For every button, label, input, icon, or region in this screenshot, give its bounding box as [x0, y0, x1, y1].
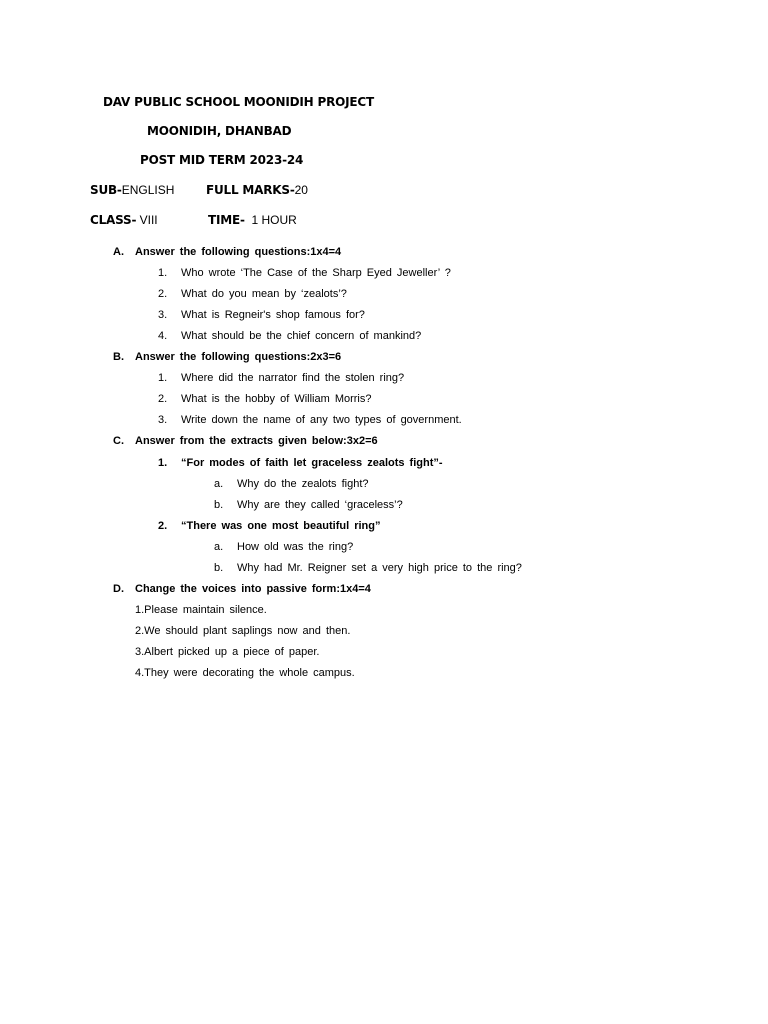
- section-c-heading: [113, 435, 378, 447]
- extract-1: [158, 457, 443, 469]
- school-location: MOONIDIH, DHANBAD: [147, 124, 292, 138]
- extract-2-question-b: [214, 562, 522, 574]
- class-row: [90, 213, 158, 227]
- subject-row: [90, 183, 174, 197]
- question-b1: [158, 372, 404, 384]
- sub-question-letter: b.: [214, 562, 224, 574]
- question-number: 3.: [158, 309, 168, 321]
- section-d-title: Change the voices into passive form:1x4=4: [135, 583, 371, 595]
- sentence-1: 1.Please maintain silence.: [135, 604, 267, 616]
- sub-question-text: How old was the ring?: [237, 541, 354, 553]
- sub-question-text: Why do the zealots fight?: [237, 478, 369, 490]
- question-a2: [158, 288, 347, 300]
- subject-label: SUB-: [90, 183, 122, 197]
- sub-question-letter: a.: [214, 478, 224, 490]
- sentence-2: 2.We should plant saplings now and then.: [135, 625, 351, 637]
- question-text: What do you mean by ‘zealots’?: [181, 288, 347, 300]
- subject-value: ENGLISH: [121, 183, 175, 197]
- question-number: 3.: [158, 414, 168, 426]
- question-text: What is Regneir's shop famous for?: [181, 309, 365, 321]
- class-value: VIII: [139, 213, 158, 227]
- question-number: 4.: [158, 330, 168, 342]
- sub-question-letter: a.: [214, 541, 224, 553]
- question-number: 2.: [158, 288, 168, 300]
- section-b-marker: B.: [113, 351, 124, 363]
- question-a1: [158, 267, 451, 279]
- school-name: DAV PUBLIC SCHOOL MOONIDIH PROJECT: [103, 95, 374, 109]
- question-number: 1.: [158, 372, 168, 384]
- question-number: 2.: [158, 393, 168, 405]
- sub-question-text: Why had Mr. Reigner set a very high price to the ring?: [237, 562, 522, 574]
- extract-1-question-a: [214, 478, 369, 490]
- section-a-title: Answer the following questions:1x4=4: [135, 246, 342, 258]
- section-d-marker: D.: [113, 583, 124, 595]
- extract-2: [158, 520, 380, 532]
- question-text: What should be the chief concern of mankind?: [181, 330, 422, 342]
- section-b-heading: [113, 351, 341, 363]
- full-marks-label: FULL MARKS-: [206, 183, 295, 197]
- exam-title: POST MID TERM 2023-24: [140, 153, 304, 167]
- extract-number: 1.: [158, 457, 168, 469]
- question-text: Write down the name of any two types of government.: [181, 414, 462, 426]
- section-c-marker: C.: [113, 435, 124, 447]
- section-c-title: Answer from the extracts given below:3x2=6: [135, 435, 378, 447]
- question-b3: [158, 414, 462, 426]
- sentence-3: 3.Albert picked up a piece of paper.: [135, 646, 320, 658]
- question-text: Where did the narrator find the stolen ring?: [181, 372, 405, 384]
- question-a3: [158, 309, 365, 321]
- time-row: [208, 213, 297, 227]
- sub-question-letter: b.: [214, 499, 224, 511]
- full-marks-row: [206, 183, 308, 197]
- extract-text: “For modes of faith let graceless zealots fight”-: [181, 457, 443, 469]
- full-marks-value: 20: [294, 183, 308, 197]
- question-b2: [158, 393, 372, 405]
- extract-number: 2.: [158, 520, 168, 532]
- question-number: 1.: [158, 267, 168, 279]
- class-label: CLASS-: [90, 213, 137, 227]
- extract-2-question-a: [214, 541, 353, 553]
- extract-1-question-b: [214, 499, 403, 511]
- sub-question-text: Why are they called ‘graceless’?: [237, 499, 403, 511]
- section-d-heading: [113, 583, 371, 595]
- sentence-4: 4.They were decorating the whole campus.: [135, 667, 355, 679]
- section-b-title: Answer the following questions:2x3=6: [135, 351, 342, 363]
- section-a-marker: A.: [113, 246, 124, 258]
- question-a4: [158, 330, 421, 342]
- question-text: Who wrote ‘The Case of the Sharp Eyed Jeweller’ ?: [181, 267, 451, 279]
- time-label: TIME-: [208, 213, 245, 227]
- section-a-heading: [113, 246, 341, 258]
- extract-text: “There was one most beautiful ring”: [181, 520, 381, 532]
- time-value: 1 HOUR: [251, 213, 297, 227]
- question-text: What is the hobby of William Morris?: [181, 393, 372, 405]
